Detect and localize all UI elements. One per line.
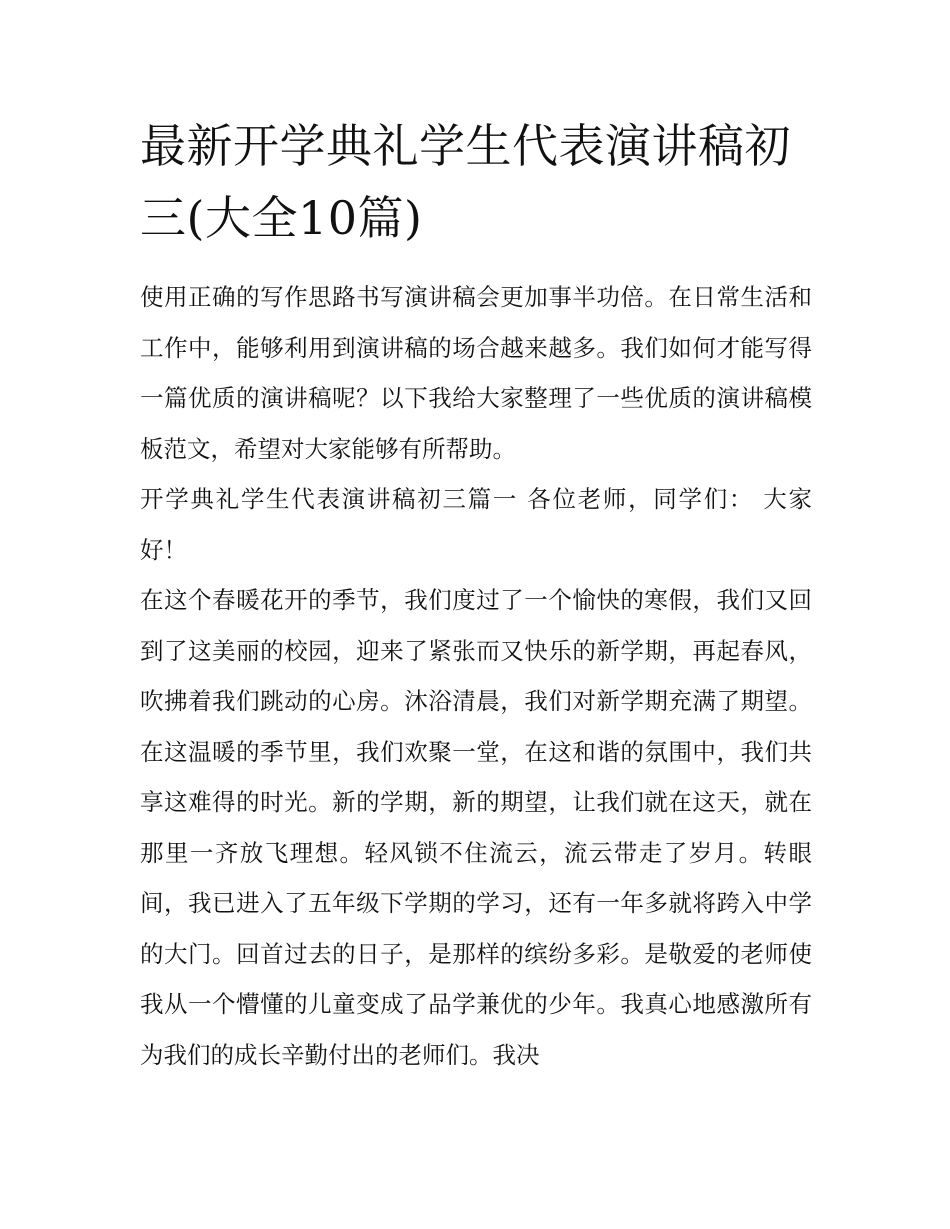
paragraph-speech-body: 在这个春暖花开的季节，我们度过了一个愉快的寒假，我们又回到了这美丽的校园，迎来了紧张而又快乐的新学期，再起春风，吹拂着我们跳动的心房。沐浴清晨，我们对新学期充满了期望。在这温暖的季节里，我们欢聚一堂，在这和谐的氛围中，我们共享这难得的时光。新的学期，新的期望，让我们就在这天，就在那里一齐放飞理想。轻风锁不住流云，流云带走了岁月。转眼间，我已进入了五年级下学期的学习，还有一年多就将跨入中学的大门。回首过去的日子，是那样的缤纷多彩。是敬爱的老师使我从一个懵懂的儿童变成了品学兼优的少年。我真心地感激所有为我们的成长辛勤付出的老师们。我决 — [140, 586, 812, 1069]
document-title: 最新开学典礼学生代表演讲稿初三(大全10篇) — [140, 119, 791, 245]
paragraph-greeting: 开学典礼学生代表演讲稿初三篇一 各位老师，同学们： 大家好！ — [140, 485, 812, 564]
paragraph-intro: 使用正确的写作思路书写演讲稿会更加事半功倍。在日常生活和工作中，能够利用到演讲稿的场合越来越多。我们如何才能写得一篇优质的演讲稿呢？以下我给大家整理了一些优质的演讲稿模板范文，希望对大家能够有所帮助。 — [140, 283, 812, 463]
document-page — [140, 110, 812, 1080]
document-body — [140, 272, 812, 1080]
